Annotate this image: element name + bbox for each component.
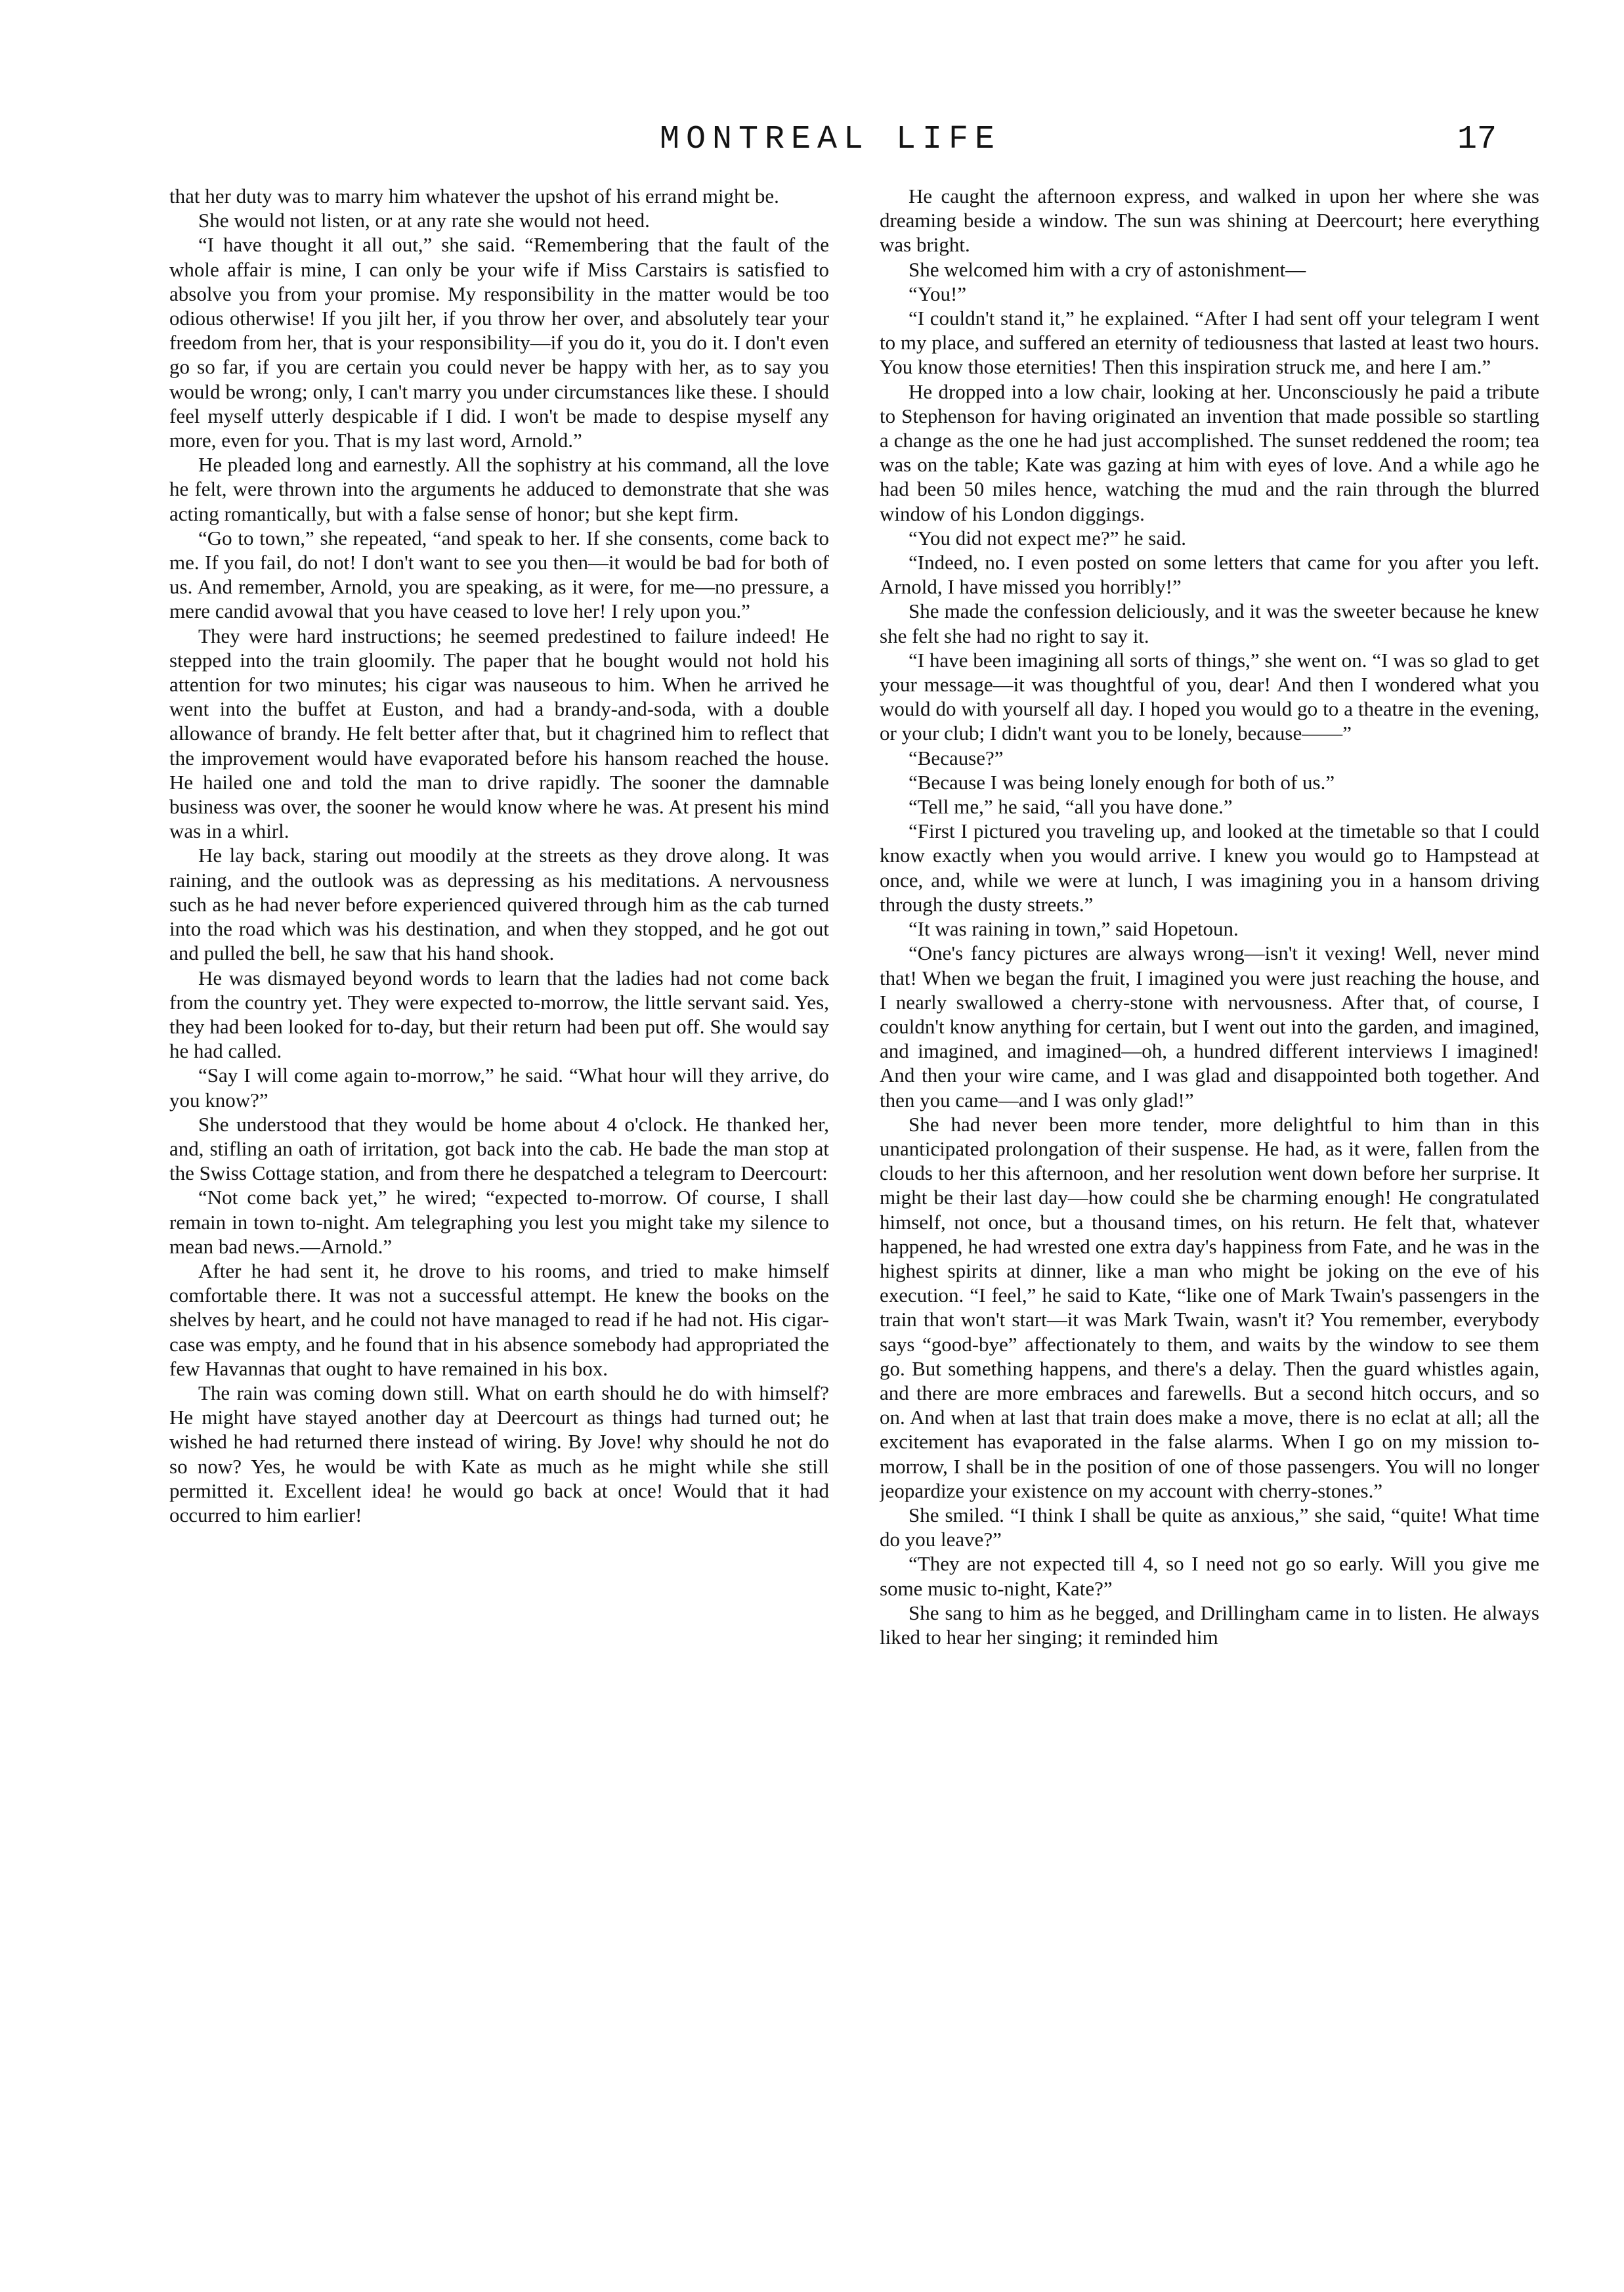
page-number: 17 [1457, 121, 1497, 158]
page-header [164, 117, 1497, 169]
paragraph: He pleaded long and earnestly. All the sophistry at his command, all the love he felt, were thrown into the arguments he adduced to demonstrate that she was acting romantically, but with a false sense of honor; but she kept firm. [169, 453, 829, 525]
paragraph: “Because I was being lonely enough for both of us.” [908, 770, 1335, 794]
paragraph: The rain was coming down still. What on earth should he do with himself? He might have stayed another day at Deercourt as things had turned out; he wished he had returned there instead of wiring. By Jove! why should he not do so now? Yes, he would be with Kate as much as he might while she still permitted it. Excellent idea! he would go back at once! Would that it had occurred to him earlier! [169, 1381, 829, 1526]
paragraph: He dropped into a low chair, looking at her. Unconsciously he paid a tribute to Stephenson for having originated an invention that made possible so startling a change as the one he had just accomplished. The sunset reddened the room; tea was on the table; Kate was gazing at him with eyes of love. And a while ago he had been 50 miles hence, watching the mud and the rain through the blurred window of his London diggings. [880, 379, 1539, 525]
paragraph: “It was raining in town,” said Hopetoun. [908, 917, 1239, 941]
paragraph: “Tell me,” he said, “all you have done.” [908, 795, 1233, 819]
paragraph: “I have thought it all out,” she said. “Remembering that the fault of the whole affair is mine, I can only be your wife if Miss Carstairs is satisfied to absolve you from your promise. My responsibility in the matter would be too odious otherwise! If you jilt her, if you throw her over, and absolutely tear your freedom from her, that is your responsibility—if you do it, you do it. I don't even go so far, if you are certain you could never be happy with her, as to say you would be wrong; only, I can't marry you under circumstances like these. I should feel myself utterly despicable if I did. I won't be made to despise myself any more, even for you. That is my last word, Arnold.” [169, 233, 829, 452]
paragraph: She welcomed him with a cry of astonishment— [908, 257, 1306, 281]
paragraph: She had never been more tender, more delightful to him than in this unanticipated prolongation of their suspense. He had, as it were, fallen from the clouds to her this afternoon, and her resolution went down before her surprise. It might be their last day—how could she be charming enough! He congratulated himself, not once, but a thousand times, on his return. He felt that, whatever happened, he had wrested one extra day's happiness from Fate, and he was in the highest spirits at dinner, like a man who might be joking on the eve of his execution. “I feel,” he said to Kate, “like one of Mark Twain's passengers in the train that won't start—it was Mark Twain, wasn't it? You remember, everybody says “good-bye” affectionately to them, and waits by the window to see them go. But something happens, and there's a delay. Then the guard whistles again, and there are more embraces and farewells. But a second hitch occurs, and so on. And when at last that train does make a move, there is no eclat at all; all the excitement has evaporated in the false alarms. When I go on my mission to-morrow, I shall be in the position of one of those passengers. You will no longer jeopardize your existence on my account with cherry-stones.” [880, 1112, 1539, 1502]
paragraph: “One's fancy pictures are always wrong—isn't it vexing! Well, never mind that! When we began the fruit, I imagined you were just reaching the house, and I nearly swallowed a cherry-stone with nervousness. After that, of course, I couldn't know anything for certain, but I went out into the garden, and imagined, and imagined, and imagined—oh, a hundred different interviews I imagined! And then your wire came, and I was glad and disappointed both together. And then you came—and I was only glad!” [880, 941, 1539, 1112]
paragraph: “I have been imagining all sorts of things,” she went on. “I was so glad to get your message—it was thoughtful of you, dear! And then I wondered what you would do with yourself all day. I hoped you would go to a theatre in the evening, or your club; I didn't want you to be lonely, because——” [880, 648, 1539, 745]
paragraph: “Not come back yet,” he wired; “expected to-morrow. Of course, I shall remain in town to-night. Am telegraphing you lest you might take my silence to mean bad news.—Arnold.” [169, 1186, 829, 1258]
paragraph: “You!” [908, 282, 967, 305]
paragraph: He was dismayed beyond words to learn that the ladies had not come back from the country yet. They were expected to-morrow, the little servant said. Yes, they had been looked for to-day, but their return had been put off. She would say he had called. [169, 966, 829, 1063]
paragraph: She smiled. “I think I shall be quite as anxious,” she said, “quite! What time do you leave?” [880, 1503, 1539, 1551]
paragraph: They were hard instructions; he seemed predestined to failure indeed! He stepped into the train gloomily. The paper that he bought would not hold his attention for two minutes; his cigar was nauseous to him. When he arrived he went into the buffet at Euston, and had a brandy-and-soda, with a double allowance of brandy. He felt better after that, but it chagrined him to reflect that the improvement would have evaporated before his hansom reached the house. He hailed one and told the man to drive rapidly. The sooner the damnable business was over, the sooner he would know where he was. At present his mind was in a whirl. [169, 624, 829, 843]
running-title: MONTREAL LIFE [659, 121, 1002, 158]
paragraph: “Go to town,” she repeated, “and speak to her. If she consents, come back to me. If you fail, do not! I don't want to see you then—it would be bad for both of us. And remember, Arnold, you are speaking, as it were, for me—no pressure, a mere candid avowal that you have ceased to love her! I rely upon you.” [169, 526, 829, 623]
paragraph: After he had sent it, he drove to his rooms, and tried to make himself comfortable there. It was not a successful attempt. He knew the books on the shelves by heart, and he could not have managed to read if he had not. His cigar-case was empty, and he found that in his absence somebody had appropriated the few Havannas that ought to have remained in his box. [169, 1259, 829, 1380]
paragraph: “I couldn't stand it,” he explained. “After I had sent off your telegram I went to my place, and suffered an eternity of tediousness that lasted at least two hours. You know those eternities! Then this inspiration struck me, and here I am.” [880, 307, 1539, 379]
paragraph: “They are not expected till 4, so I need not go so early. Will you give me some music to-night, Kate?” [880, 1552, 1539, 1600]
paragraph: “Indeed, no. I even posted on some letters that came for you after you left. Arnold, I have missed you horribly!” [880, 551, 1539, 599]
right-column [880, 184, 1539, 2193]
paragraph: She would not listen, or at any rate she would not heed. [198, 209, 650, 232]
paragraph: “Because?” [908, 746, 1004, 769]
left-column [169, 184, 829, 2193]
paragraph: that her duty was to marry him whatever the upshot of his errand might be. [169, 184, 779, 207]
paragraph: She understood that they would be home about 4 o'clock. He thanked her, and, stifling an oath of irritation, got back into the cab. He bade the man stop at the Swiss Cottage station, and from there he despatched a telegram to Deercourt: [169, 1112, 829, 1185]
paragraph: He caught the afternoon express, and walked in upon her where she was dreaming beside a window. The sun was shining at Deercourt; here everything was bright. [880, 184, 1539, 257]
paragraph: She sang to him as he begged, and Drillingham came in to listen. He always liked to hear her singing; it reminded him [880, 1601, 1539, 1649]
paragraph: He lay back, staring out moodily at the streets as they drove along. It was raining, and the outlook was as depressing as his meditations. A nervousness such as he had never before experienced quivered through him as the cab turned into the road which was his destination, and when they stopped, and he got out and pulled the bell, he saw that his hand shook. [169, 844, 829, 965]
paragraph: “First I pictured you traveling up, and looked at the timetable so that I could know exactly when you would arrive. I knew you would go to Hampstead at once, and, while we were at lunch, I was imagining you in a hansom driving through the dusty streets.” [880, 819, 1539, 916]
paragraph: “You did not expect me?” he said. [908, 526, 1186, 550]
paragraph: She made the confession deliciously, and it was the sweeter because he knew she felt she had no right to say it. [880, 599, 1539, 647]
paragraph: “Say I will come again to-morrow,” he said. “What hour will they arrive, do you know?” [169, 1064, 829, 1112]
